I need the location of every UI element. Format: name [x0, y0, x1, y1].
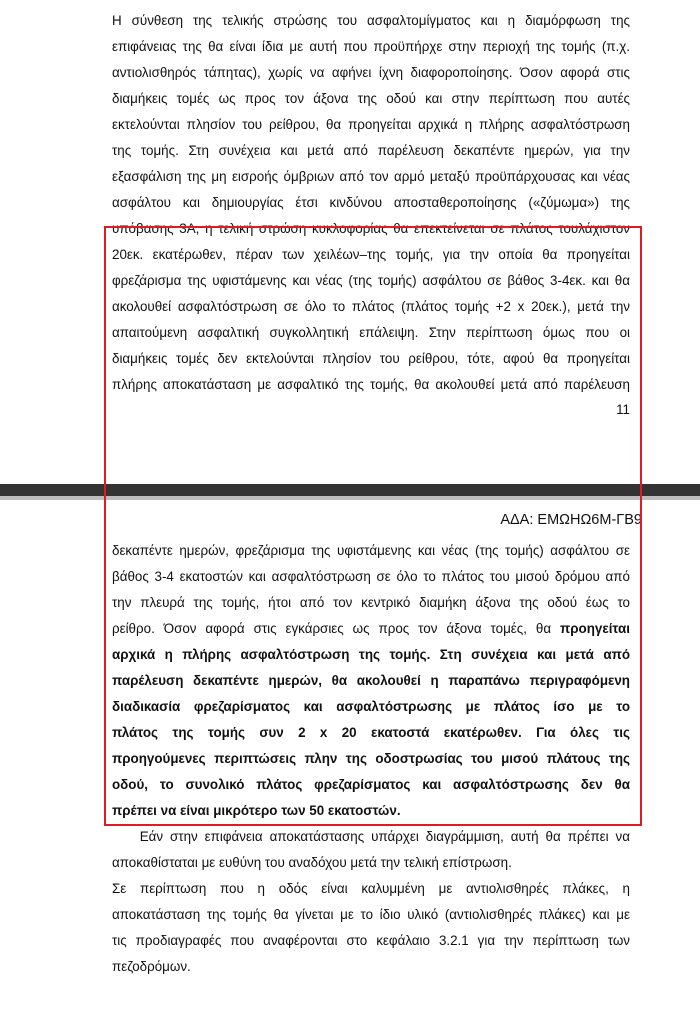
- text-run: ρείθρο. Όσον αφορά στις εγκάρσιες ως προς τον άξονα τομές, θα: [112, 621, 561, 636]
- bold-text-line: παρέλευση δεκαπέντε ημερών, θα ακολουθεί η παραπάνω περιγραφόμενη: [112, 673, 630, 688]
- text-line: αντιολισθηρός τάπητας), χωρίς να αφήνει ίχνη διαφοροποίησης. Όσον αφορά στις: [112, 65, 630, 80]
- page1-paragraph: [112, 8, 630, 398]
- text-line: Η σύνθεση της τελικής στρώσης του ασφαλτομίγματος και η διαμόρφωση της: [112, 13, 630, 28]
- page-number: 11: [616, 402, 630, 417]
- text-line: επιφάνειας της θα είναι ίδια με αυτή που προϋπήρχε στην περιοχή της τομής (π.χ.: [112, 39, 630, 54]
- text-line: φρεζάρισμα της υφιστάμενης και νέας (της τομής) ασφάλτου σε βάθος 3-4εκ. και θα: [112, 273, 630, 288]
- text-line: δεκαπέντε ημερών, φρεζάρισμα της υφιστάμενης και νέας (της τομής) ασφάλτου σε: [112, 543, 630, 558]
- text-line: τις προδιαγραφές που αναφέρονται στο κεφάλαιο 3.2.1 για την περίπτωση των: [112, 933, 630, 948]
- text-line: απαιτούμενη ασφαλτική συγκολλητική επάλειψη. Στην περίπτωση όμως που οι: [112, 325, 630, 340]
- page-break-divider: [0, 484, 700, 496]
- text-line: πεζοδρόμων.: [112, 959, 191, 974]
- bold-text-line: προηγούμενες περιπτώσεις πλην της οδοστρωσίας του μισού πλάτους της: [112, 751, 630, 766]
- page2-paragraph: [112, 538, 630, 980]
- page-break-shadow: [0, 496, 700, 500]
- text-line: εξασφάλιση της μη εισροής όμβριων από τον αρμό μεταξύ προϋπάρχουσας και νέας: [112, 169, 630, 184]
- text-line: της τομής. Στη συνέχεια και μετά από παρέλευση δεκαπέντε ημερών, για την: [112, 143, 630, 158]
- text-line: εκτελούνται πλησίον του ρείθρου, θα προηγείται αρχικά η πλήρης ασφαλτόστρωση: [112, 117, 630, 132]
- bold-text-line: διαδικασία φρεζαρίσματος και ασφαλτόστρωσης με πλάτος ίσο με το: [112, 699, 630, 714]
- text-line: πλήρης αποκατάσταση με ασφαλτικό της τομής, θα ακολουθεί μετά από παρέλευση: [112, 377, 630, 392]
- ada-code: ΑΔΑ: ΕΜΩΗΩ6Μ-ΓΒ9: [500, 512, 642, 528]
- text-line: υπόβασης 3Α, η τελική στρώση κυκλοφορίας θα επεκτείνεται σε πλάτος τουλάχιστον: [112, 221, 630, 236]
- text-line: διαμήκεις τομές ως προς τον άξονα της οδού και στην περίπτωση που αυτές: [112, 91, 630, 106]
- bold-text-run: προηγείται: [560, 621, 630, 636]
- bold-text-line: πλάτος της τομής συν 2 x 20 εκατοστά εκατέρωθεν. Για όλες τις: [112, 725, 630, 740]
- text-line: ασφάλτου και δημιουργίας έτσι κινδύνου αποσταθεροποίησης («ζύμωμα») της: [112, 195, 630, 210]
- bold-text-line: οδού, το συνολικό πλάτος φρεζαρίσματος και ασφαλτόστρωσης δεν θα: [112, 777, 630, 792]
- bold-text-line: πρέπει να είναι μικρότερο των 50 εκατοστών.: [112, 803, 401, 818]
- text-line: Εάν στην επιφάνεια αποκατάστασης υπάρχει διαγράμμιση, αυτή θα πρέπει να: [112, 829, 630, 844]
- text-line: Σε περίπτωση που η οδός είναι καλυμμένη με αντιολισθηρές πλάκες, η: [112, 881, 630, 896]
- text-line: την πλευρά της τομής, ήτοι από τον κεντρικό διαμήκη άξονα της οδού έως το: [112, 595, 630, 610]
- text-line: ακολουθεί ασφαλτόστρωση σε όλο το πλάτος (πλάτος τομής +2 x 20εκ.), μετά την: [112, 299, 630, 314]
- text-line: αποκατάσταση της τομής θα γίνεται με το ίδιο υλικό (αντιολισθηρές πλάκες) και με: [112, 907, 630, 922]
- text-line: 20εκ. εκατέρωθεν, πέραν των χειλέων–της τομής, για την οποία θα προηγείται: [112, 247, 630, 262]
- text-line: βάθος 3-4 εκατοστών και ασφαλτόστρωση σε όλο το πλάτος του μισού δρόμου από: [112, 569, 630, 584]
- bold-text-line: αρχικά η πλήρης ασφαλτόστρωση της τομής. Στη συνέχεια και μετά από: [112, 647, 630, 662]
- text-line-mixed: [112, 616, 630, 642]
- text-line: αποκαθίσταται με ευθύνη του αναδόχου μετά την τελική επίστρωση.: [112, 855, 512, 870]
- text-line: διαμήκεις τομές δεν εκτελούνται πλησίον του ρείθρου, τότε, αφού θα προηγείται: [112, 351, 630, 366]
